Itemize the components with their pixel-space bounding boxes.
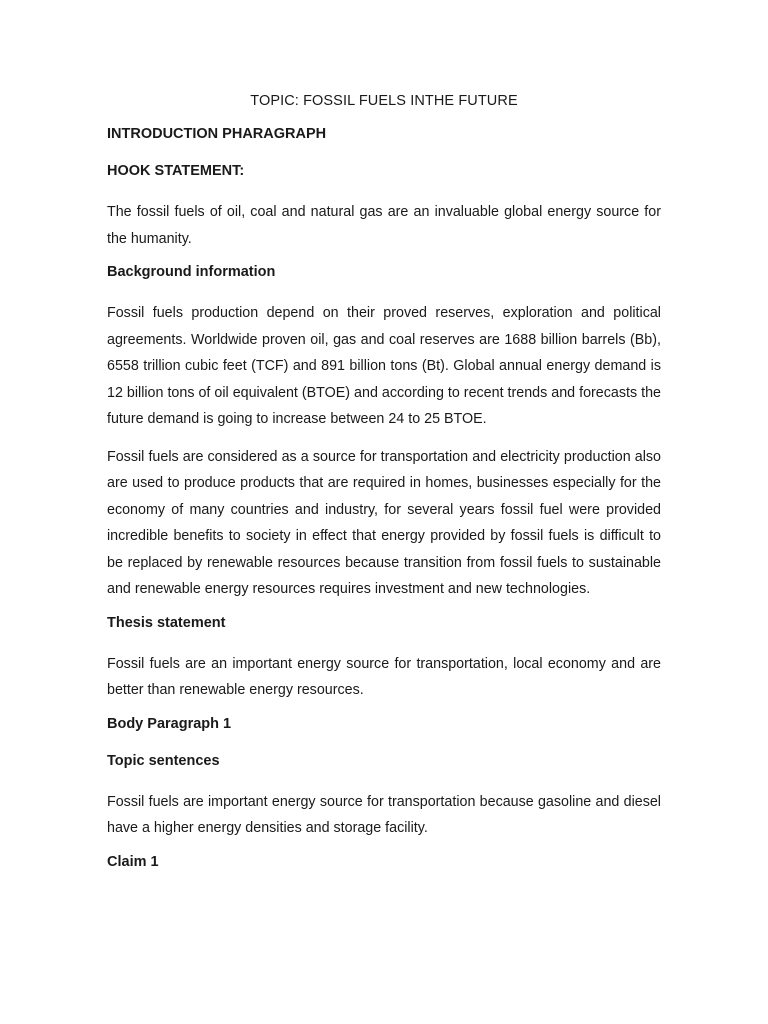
background-paragraph-2: Fossil fuels are considered as a source for transportation and electricity production also are used to produce products that are required in homes, businesses especially for the economy of many countries and industry, for several years fossil fuel were provided incredible benefits to society in effect that energy provided by fossil fuels is difficult to be replaced by renewable resources because transition from fossil fuels to sustainable and renewable energy resources requires investment and new technologies. [107,448,661,597]
thesis-statement-text: Fossil fuels are an important energy source for transportation, local economy and are better than renewable energy resources. [107,655,661,698]
claim-1-heading: Claim 1 [107,853,159,870]
background-paragraph-1: Fossil fuels production depend on their proved reserves, exploration and political agreements. Worldwide proven oil, gas and coal reserves are 1688 billion barrels (Bb), 6558 trillion cubic feet (TCF) and 891 billion tons (Bt). Global annual energy demand is 12 billion tons of oil equivalent (BTOE) and according to recent trends and forecasts the future demand is going to increase between 24 to 25 BTOE. [107,305,661,427]
body-paragraph-1-heading: Body Paragraph 1 [107,715,232,732]
topic-sentences-text: Fossil fuels are important energy source for transportation because gasoline and diesel have a higher energy densities and storage facility. [107,793,661,836]
background-information-heading: Background information [107,264,276,280]
introduction-heading: INTRODUCTION PHARAGRAPH [107,126,327,142]
hook-statement-heading: HOOK STATEMENT: [107,163,245,179]
document-content [107,93,661,890]
document-title: TOPIC: FOSSIL FUELS INTHE FUTURE [250,93,518,109]
hook-statement-text: The fossil fuels of oil, coal and natural gas are an invaluable global energy source for the humanity. [107,204,661,247]
topic-sentences-heading: Topic sentences [107,752,220,769]
thesis-statement-heading: Thesis statement [107,614,226,631]
